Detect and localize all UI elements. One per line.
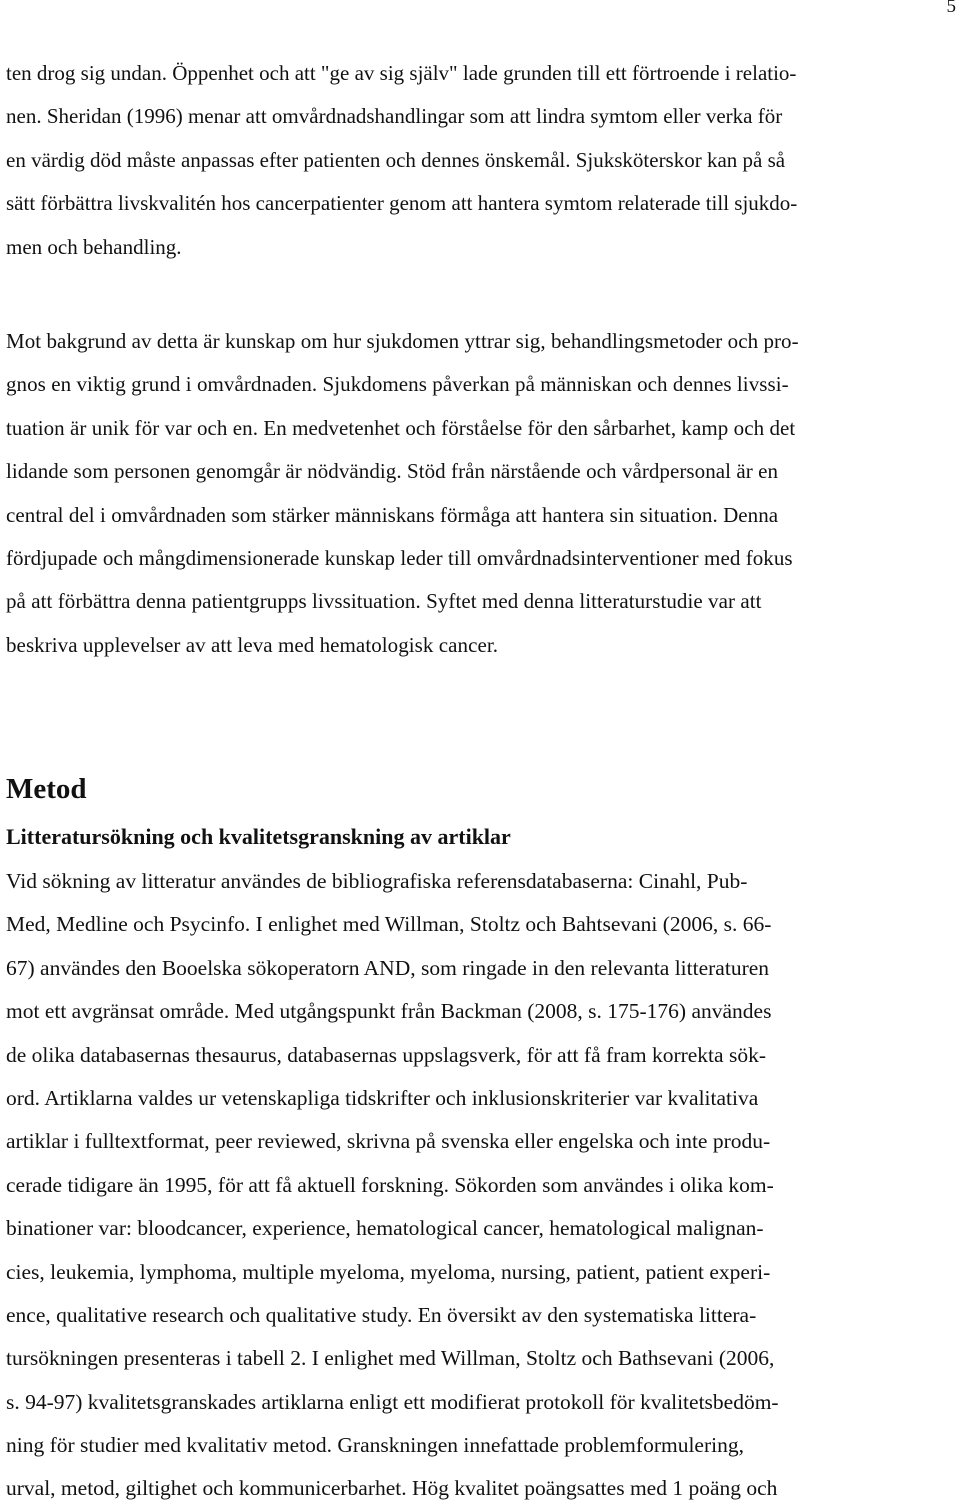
- subsection-heading: Litteratursökning och kvalitetsgranskning av artiklar: [6, 824, 511, 849]
- text-line: binationer var: bloodcancer, experience, hematological cancer, hematological malignan-: [6, 1216, 764, 1241]
- text-line: tuation är unik för var och en. En medvetenhet och förståelse för den sårbarhet, kamp och det: [6, 415, 796, 440]
- text-line: central del i omvårdnaden som stärker människans förmåga att hantera sin situation. Denna: [6, 502, 779, 527]
- background-paragraph: [6, 320, 952, 667]
- text-line: beskriva upplevelser av att leva med hematologisk cancer.: [6, 632, 499, 657]
- section-heading: Metod: [6, 773, 87, 805]
- text-line: ten drog sig undan. Öppenhet och att "ge av sig själv" lade grunden till ett förtroende i relatio-: [6, 61, 797, 85]
- text-line: ning för studier med kvalitativ metod. Granskningen innefattade problemformulering,: [6, 1433, 744, 1458]
- text-line: s. 94-97) kvalitetsgranskades artiklarna enligt ett modifierat protokoll för kvalitetsbedöm-: [6, 1389, 779, 1414]
- text-line: på att förbättra denna patientgrupps livssituation. Syftet med denna litteraturstudie var att: [6, 589, 762, 614]
- page-number: 5: [946, 0, 956, 17]
- text-line: de olika databasernas thesaurus, databasernas uppslagsverk, för att få fram korrekta sök-: [6, 1042, 766, 1067]
- method-paragraph: [6, 860, 952, 1511]
- text-line: sätt förbättra livskvalitén hos cancerpatienter genom att hantera symtom relaterade till sjukdo-: [6, 191, 798, 216]
- text-line: lidande som personen genomgår är nödvändig. Stöd från närstående och vårdpersonal är en: [6, 459, 779, 484]
- text-line: cerade tidigare än 1995, för att få aktuell forskning. Sökorden som användes i olika kom-: [6, 1172, 774, 1197]
- text-line: fördjupade och mångdimensionerade kunskap leder till omvårdnadsinterventioner med fokus: [6, 545, 793, 570]
- text-line: ord. Artiklarna valdes ur vetenskapliga tidskrifter och inklusionskriterier var kvalitativa: [6, 1085, 759, 1110]
- text-line: 67) användes den Booelska sökoperatorn AND, som ringade in den relevanta litteraturen: [6, 955, 770, 980]
- text-line: gnos en viktig grund i omvårdnaden. Sjukdomens påverkan på människan och dennes livssi-: [6, 372, 789, 397]
- text-line: en värdig död måste anpassas efter patienten och dennes önskemål. Sjuksköterskor kan på så: [6, 147, 786, 172]
- text-line: mot ett avgränsat område. Med utgångspunkt från Backman (2008, s. 175-176) användes: [6, 999, 772, 1024]
- text-line: Vid sökning av litteratur användes de bibliografiska referensdatabaserna: Cinahl, Pub-: [6, 869, 748, 893]
- text-line: artiklar i fulltextformat, peer reviewed, skrivna på svenska eller engelska och inte produ-: [6, 1129, 771, 1154]
- text-line: Med, Medline och Psycinfo. I enlighet med Willman, Stoltz och Bahtsevani (2006, s. 66-: [6, 912, 772, 937]
- text-line: tursökningen presenteras i tabell 2. I enlighet med Willman, Stoltz och Bathsevani (2006,: [6, 1346, 775, 1371]
- text-line: Mot bakgrund av detta är kunskap om hur sjukdomen yttrar sig, behandlingsmetoder och pro-: [6, 329, 799, 353]
- text-line: urval, metod, giltighet och kommunicerbarhet. Hög kvalitet poängsattes med 1 poäng och: [6, 1476, 778, 1501]
- intro-paragraph: [6, 52, 952, 269]
- text-line: nen. Sheridan (1996) menar att omvårdnadshandlingar som att lindra symtom eller verka för: [6, 104, 783, 129]
- text-line: cies, leukemia, lymphoma, multiple myeloma, myeloma, nursing, patient, patient experi-: [6, 1259, 771, 1284]
- text-line: men och behandling.: [6, 234, 182, 259]
- text-line: ence, qualitative research och qualitative study. En översikt av den systematiska littera-: [6, 1302, 757, 1327]
